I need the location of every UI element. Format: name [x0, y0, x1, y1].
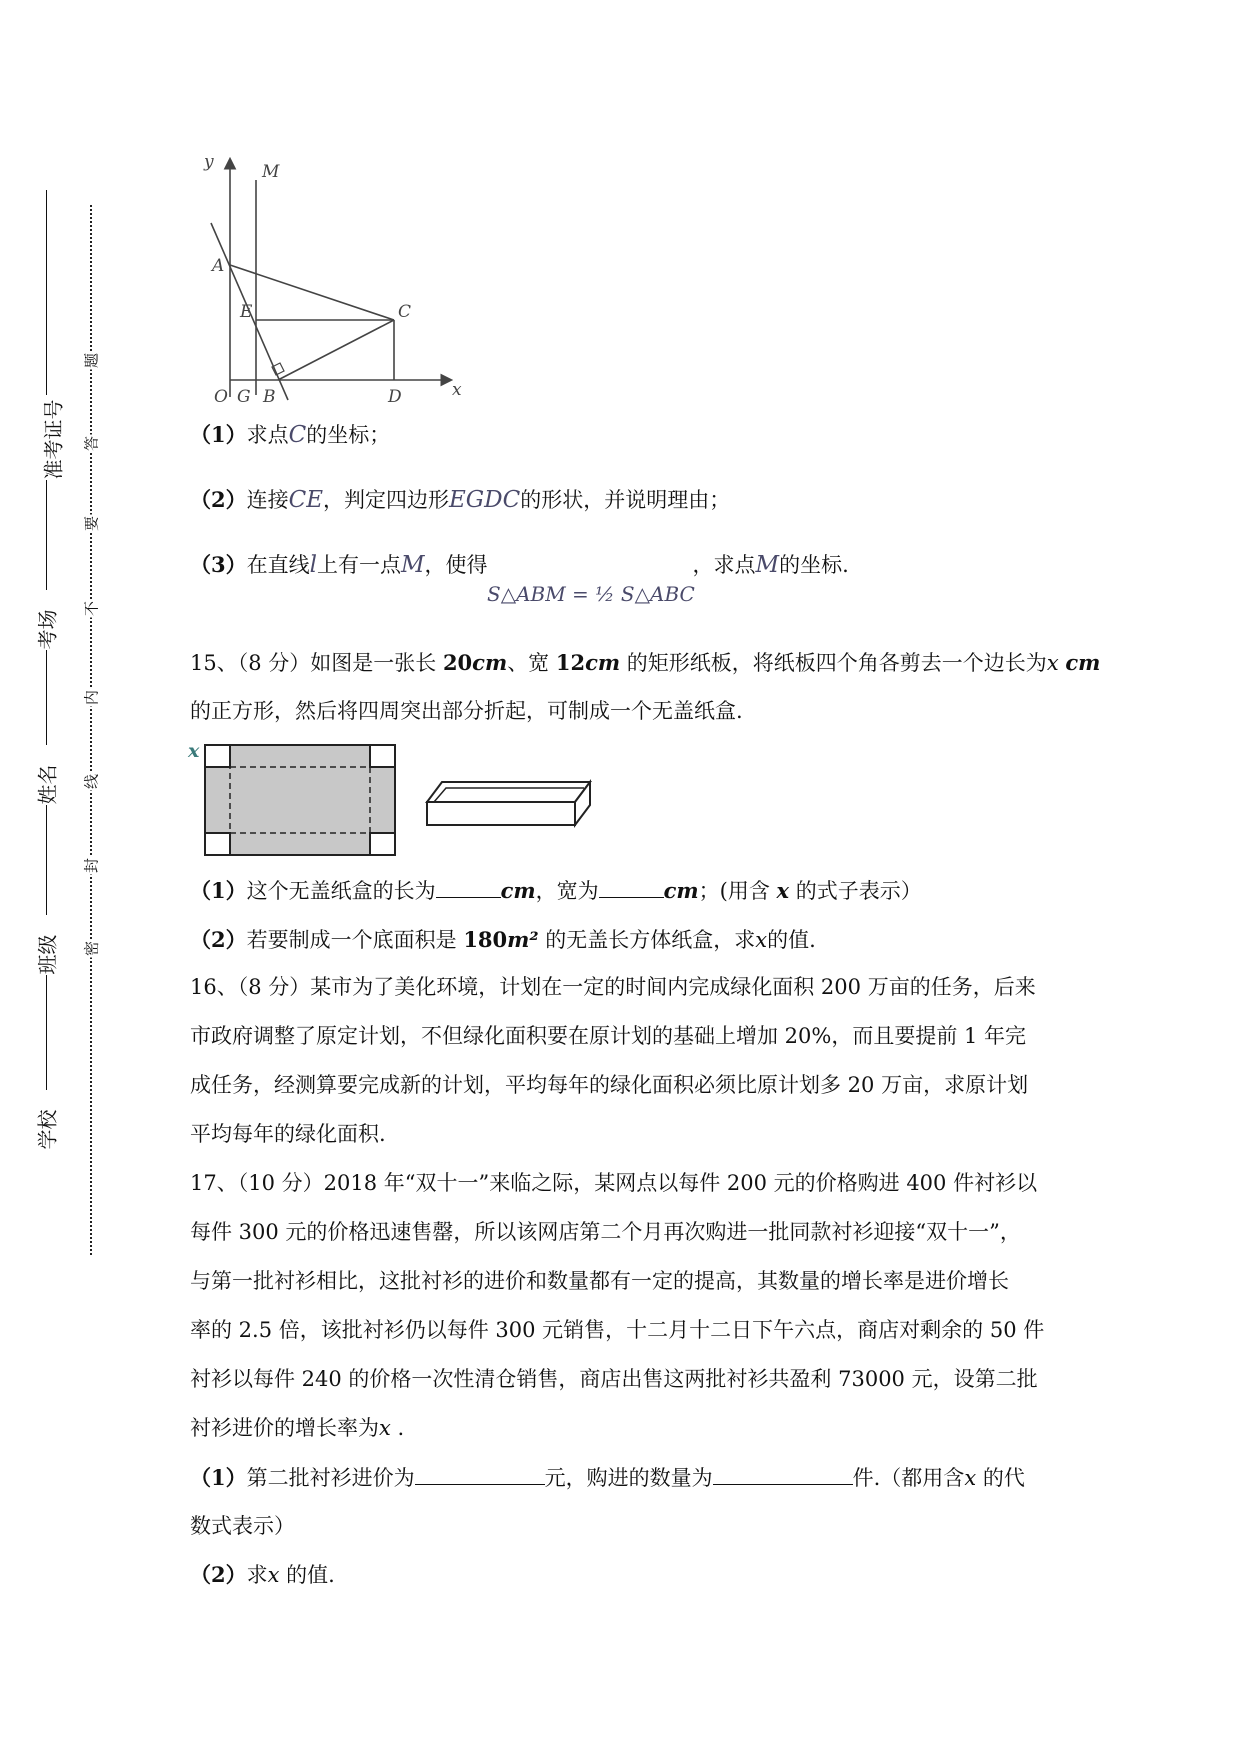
q17-line: 每件 300 元的价格迅速售罄，所以该网店第二个月再次购进一批同款衬衫迎接“双十一”， [190, 1220, 1021, 1244]
text: 上有一点 [316, 553, 401, 577]
part-number: （2） [190, 487, 247, 512]
math-var: x [755, 928, 768, 952]
math-var: x [776, 878, 790, 903]
margin-label-exam-number: 准考证号 [41, 399, 66, 480]
q14-part3 [190, 550, 849, 580]
text: 在直线 [246, 553, 310, 577]
text: 连接 [246, 488, 289, 512]
part-number: （2） [190, 927, 247, 952]
text: 元，购进的数量为 [544, 1466, 713, 1490]
seal-char: 封 [82, 858, 101, 874]
margin-label-school: 学校 [35, 1109, 60, 1150]
q14-part1 [190, 420, 390, 450]
part-number: （3） [190, 552, 247, 577]
text: 的坐标； [306, 423, 391, 447]
math-var: EGDC [449, 487, 521, 513]
text: ；(用含 [698, 879, 777, 903]
q17-part1 [190, 1462, 1025, 1493]
math-var: CE [288, 487, 324, 513]
q17-line: 率的 2.5 倍，该批衬衫仍以每件 300 元销售，十二月十二日下午六点，商店对剩余的 50 件 [190, 1318, 1045, 1342]
math-var: x [267, 1563, 280, 1587]
point-label: G [237, 387, 251, 405]
q17-part2 [190, 1560, 335, 1590]
text: 衬衫进价的增长率为 [190, 1416, 379, 1440]
q15-line2: 的正方形，然后将四周突出部分折起，可制成一个无盖纸盒. [190, 699, 743, 723]
part-number: （2） [190, 1562, 247, 1587]
margin-label-exam-room: 考场 [35, 609, 60, 650]
point-label: O [214, 387, 228, 405]
math-var: x [1046, 651, 1059, 675]
q15-part2 [190, 925, 816, 955]
part-number: （1） [190, 878, 247, 903]
seal-char: 题 [82, 353, 101, 369]
text: ，使得 [424, 553, 488, 577]
q16-line: 16、（8 分）某市为了美化环境，计划在一定的时间内完成绿化面积 200 万亩的任务，后来 [190, 975, 1036, 999]
text: 这个无盖纸盒的长为 [246, 879, 436, 903]
point-label: M [262, 162, 280, 182]
answer-blank[interactable] [436, 875, 501, 898]
answer-blank[interactable] [713, 1462, 853, 1485]
text: 的无盖长方体纸盒，求 [538, 928, 756, 952]
text: . [397, 1416, 405, 1440]
text: 的值. [767, 928, 816, 952]
q17-line: 衬衫以每件 240 的价格一次性清仓销售，商店出售这两批衬衫共盈利 73000 元，设第二批 [190, 1367, 1038, 1391]
text: 若要制成一个底面积是 [246, 928, 464, 952]
seal-char: 不 [82, 601, 101, 617]
point-label: B [263, 387, 276, 405]
area-formula: S△ABM = ½ S△ABC [487, 582, 695, 606]
math-var: x [379, 1416, 391, 1440]
coordinate-figure [190, 155, 480, 405]
paper-box-figure [200, 740, 610, 865]
q16-line: 市政府调整了原定计划，不但绿化面积要在原计划的基础上增加 20%，而且要提前 1 年完 [190, 1024, 1027, 1048]
q16-line: 成任务，经测算要完成新的计划，平均每年的绿化面积必须比原计划多 20 万亩，求原计划 [190, 1073, 1029, 1097]
math-var: l [309, 552, 317, 578]
margin-rule [46, 190, 47, 395]
answer-blank[interactable] [415, 1462, 545, 1485]
seal-char: 内 [82, 690, 101, 706]
text: 的坐标. [779, 553, 849, 577]
q14-part2 [190, 485, 730, 515]
value: 12 [555, 650, 586, 675]
y-axis-label: y [204, 155, 214, 172]
seal-char: 密 [82, 941, 101, 957]
seal-char: 要 [82, 516, 101, 532]
point-label: A [212, 256, 225, 276]
text: 15、（8 分）如图是一张长 [190, 651, 443, 675]
part-number: （1） [190, 422, 247, 447]
unit: cm [500, 878, 536, 903]
text: ，判定四边形 [323, 488, 450, 512]
text: 求 [246, 1563, 268, 1587]
seal-char: 答 [82, 436, 101, 452]
unit: cm [663, 878, 699, 903]
text: 的矩形纸板，将纸板四个角各剪去一个边长为 [620, 651, 1047, 675]
text: ，宽为 [535, 879, 599, 903]
text: 的代 [982, 1466, 1025, 1490]
math-var: x [964, 1466, 977, 1490]
point-label: D [388, 387, 402, 405]
point-label: C [398, 302, 412, 322]
margin-rule [46, 975, 47, 1090]
q15-line1 [190, 648, 1100, 678]
answer-blank[interactable] [599, 875, 664, 898]
q16-line: 平均每年的绿化面积. [190, 1122, 386, 1146]
margin-label-name: 姓名 [35, 764, 60, 805]
unit: cm [585, 650, 621, 675]
unit: cm [472, 650, 508, 675]
math-var: M [400, 552, 425, 578]
text: 的式子表示） [789, 879, 922, 903]
text: 的值. [286, 1563, 335, 1587]
q17-part1-cont: 数式表示） [190, 1514, 295, 1538]
q17-line: 与第一批衬衫相比，这批衬衫的进价和数量都有一定的提高，其数量的增长率是进价增长 [190, 1269, 1009, 1293]
unit: cm [1065, 650, 1101, 675]
text: 求点 [246, 423, 289, 447]
math-var: M [755, 552, 780, 578]
margin-rule [46, 650, 47, 745]
value: 180 [463, 927, 508, 952]
x-label: x [188, 740, 200, 762]
text: 的形状，并说明理由； [520, 488, 731, 512]
margin-rule [46, 805, 47, 915]
q15-part1 [190, 875, 922, 906]
text: 、宽 [507, 651, 556, 675]
margin-label-class: 班级 [35, 934, 60, 975]
part-number: （1） [190, 1465, 247, 1490]
q17-line6 [190, 1413, 404, 1443]
q17-line: 17、（10 分）2018 年“双十一”来临之际，某网点以每件 200 元的价格购进 400 件衬衫以 [190, 1171, 1038, 1195]
text: ，求点 [692, 553, 756, 577]
text: 件.（都用含 [852, 1466, 965, 1490]
x-axis-label: x [452, 380, 462, 400]
seal-char: 线 [82, 774, 101, 790]
unit: m² [507, 927, 539, 952]
value: 20 [442, 650, 473, 675]
math-var: C [288, 422, 307, 448]
point-label: E [240, 302, 253, 322]
text: 第二批衬衫进价为 [246, 1466, 415, 1490]
margin-rule [46, 480, 47, 590]
